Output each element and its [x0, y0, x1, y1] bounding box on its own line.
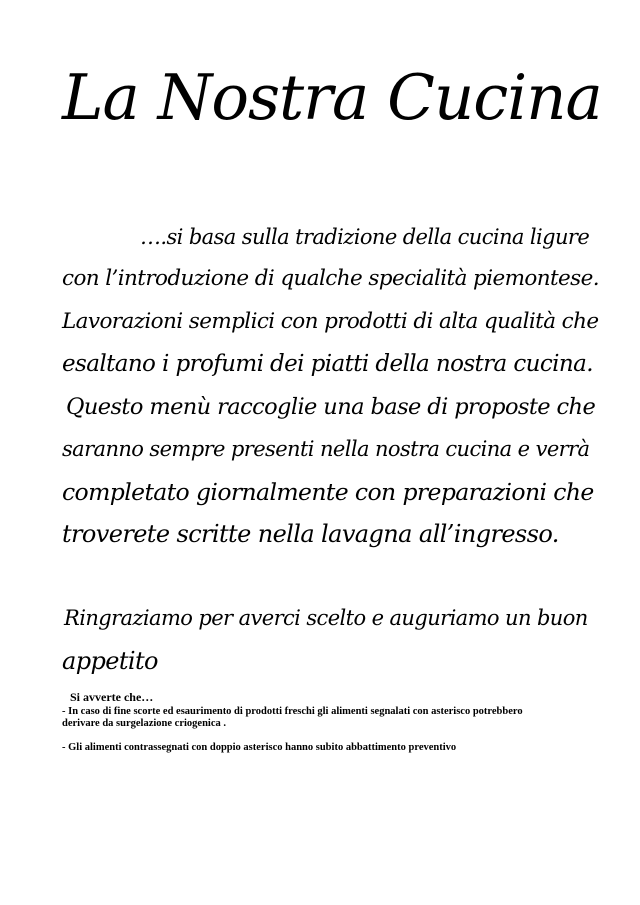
notice-heading: Si avverte che…	[70, 690, 154, 704]
thanks-line: appetito	[62, 647, 158, 675]
intro-line: Questo menù raccoglie una base di proposte che	[66, 394, 596, 420]
intro-line: completato giornalmente con preparazioni che	[62, 478, 594, 506]
intro-line: troverete scritte nella lavagna all’ingresso.	[62, 520, 559, 548]
menu-title: La Nostra Cucina	[62, 61, 602, 134]
intro-line: ….si basa sulla tradizione della cucina ligure	[140, 225, 590, 249]
intro-line: con l’introduzione di qualche specialità piemontese.	[62, 266, 599, 291]
notice-line: - Gli alimenti contrassegnati con doppio asterisco hanno subito abbattimento preventivo	[62, 742, 457, 753]
thanks-line: Ringraziamo per averci scelto e auguriamo un buon	[64, 606, 588, 630]
intro-line: saranno sempre presenti nella nostra cucina e verrà	[62, 437, 590, 461]
intro-line: Lavorazioni semplici con prodotti di alta qualità che	[62, 309, 599, 334]
intro-line: esaltano i profumi dei piatti della nostra cucina.	[62, 351, 593, 377]
notice-line: derivare da surgelazione criogenica .	[62, 718, 226, 729]
notice-line: - In caso di fine scorte ed esaurimento di prodotti freschi gli alimenti segnalati con asterisco potrebbero	[62, 706, 523, 717]
